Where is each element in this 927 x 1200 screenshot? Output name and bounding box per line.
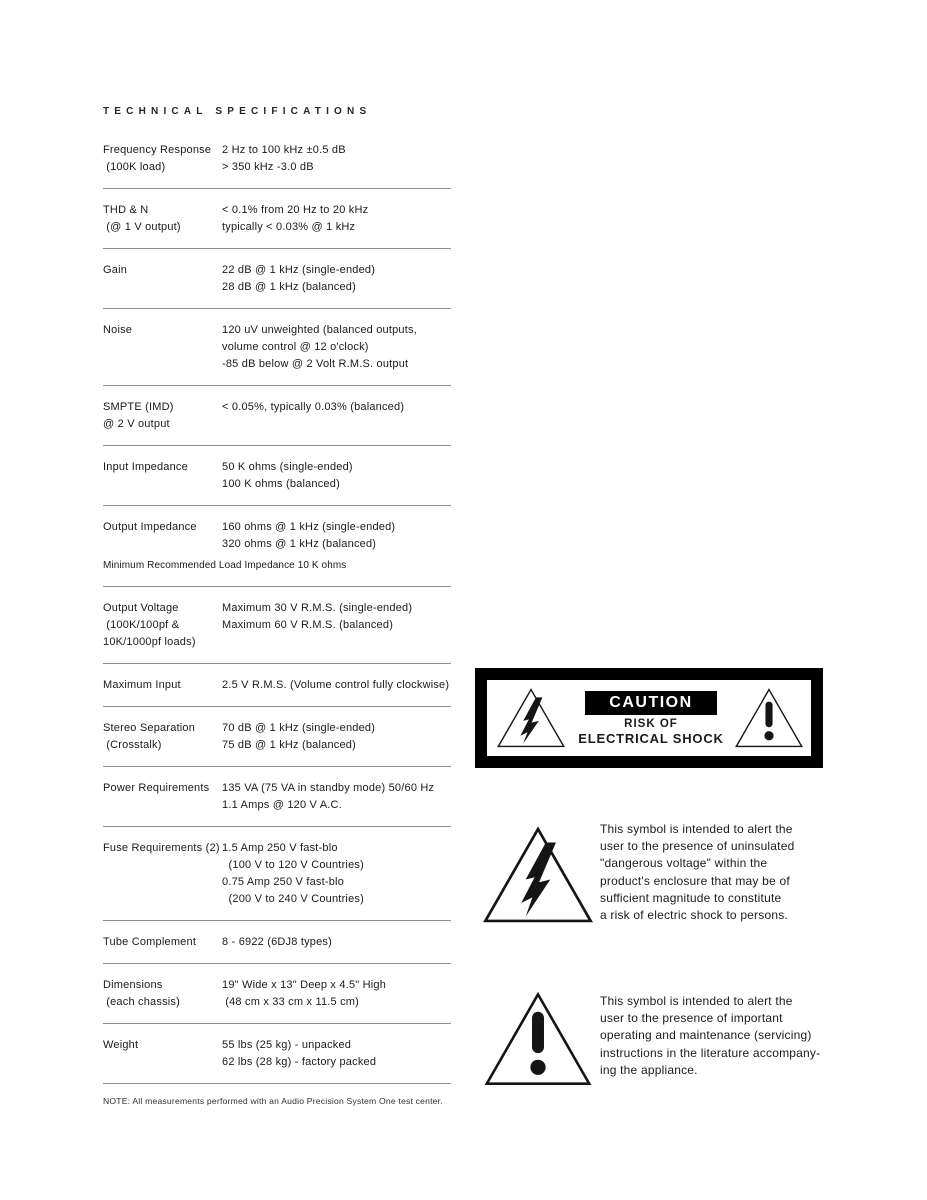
spec-value-line: (100 V to 120 V Countries) [222, 859, 364, 871]
spec-row [103, 129, 451, 188]
spec-label-line: THD & N [103, 204, 149, 216]
spec-value-line: (200 V to 240 V Countries) [222, 893, 364, 905]
warning-text-line: This symbol is intended to alert the [600, 994, 793, 1008]
spec-row-columns [103, 262, 451, 296]
spec-value-line: 28 dB @ 1 kHz (balanced) [222, 281, 356, 293]
spec-value-line: 135 VA (75 VA in standby mode) 50/60 Hz [222, 782, 435, 794]
spec-label [103, 600, 222, 651]
spec-label-line: Tube Complement [103, 936, 197, 948]
spec-value [222, 780, 451, 814]
spec-label-line: (each chassis) [103, 996, 180, 1008]
caution-box-inner [487, 680, 811, 756]
spec-value-line: typically < 0.03% @ 1 kHz [222, 221, 356, 233]
spec-label-line: (100K load) [103, 161, 166, 173]
page-title: TECHNICAL SPECIFICATIONS [103, 106, 372, 117]
caution-text-block [569, 691, 733, 746]
warning-text-line: user to the presence of uninsulated [600, 839, 795, 854]
spec-row [103, 587, 451, 663]
spec-row-columns [103, 840, 451, 908]
warning-text-line: sufficient magnitude to constitute [600, 890, 782, 905]
spec-label-line: SMPTE (IMD) [103, 401, 174, 413]
spec-row-columns [103, 519, 451, 553]
spec-value [222, 519, 451, 553]
spec-value [222, 459, 451, 493]
spec-label-line: Output Voltage [103, 602, 179, 614]
spec-label [103, 1037, 222, 1071]
spec-value-line: (48 cm x 33 cm x 11.5 cm) [222, 996, 360, 1008]
spec-value-line: 320 ohms @ 1 kHz (balanced) [222, 538, 377, 550]
spec-row-columns [103, 202, 451, 236]
spec-footline: Minimum Recommended Load Impedance 10 K ohms [103, 560, 347, 571]
spec-row-columns [103, 600, 451, 651]
spec-label-line: Dimensions [103, 979, 163, 991]
spec-label [103, 459, 222, 493]
spec-value-line: > 350 kHz -3.0 dB [222, 161, 314, 173]
spec-label-line: @ 2 V output [103, 418, 170, 430]
spec-label [103, 934, 222, 951]
spec-value-line: 120 uV unweighted (balanced outputs, [222, 324, 417, 336]
spec-label [103, 519, 222, 553]
spec-label-line: Noise [103, 324, 133, 336]
spec-value-line: 0.75 Amp 250 V fast-blo [222, 876, 345, 888]
separator-rule [103, 1083, 451, 1084]
spec-row-columns [103, 720, 451, 754]
spec-row-columns [103, 1037, 451, 1071]
spec-label-line: Frequency Response [103, 144, 212, 156]
spec-label [103, 977, 222, 1011]
spec-value-line: Maximum 30 V R.M.S. (single-ended) [222, 602, 413, 614]
caution-risk-line2: ELECTRICAL SHOCK [578, 730, 724, 746]
spec-label [103, 780, 222, 814]
spec-label-line: Weight [103, 1039, 139, 1051]
spec-label [103, 322, 222, 373]
warning-text-line: product's enclosure that may be of [600, 873, 790, 888]
spec-table [103, 106, 451, 1106]
spec-value [222, 840, 451, 908]
spec-label-line: (100K/100pf & [103, 619, 180, 631]
spec-value-line: 100 K ohms (balanced) [222, 478, 340, 490]
warning-text-line: "dangerous voltage" within the [600, 856, 768, 871]
spec-value-line: 160 ohms @ 1 kHz (single-ended) [222, 521, 396, 533]
spec-row [103, 309, 451, 385]
caution-title: CAUTION [585, 691, 716, 715]
warning-text-line: This symbol is intended to alert the [600, 822, 793, 836]
spec-value [222, 399, 451, 433]
spec-value-line: < 0.05%, typically 0.03% (balanced) [222, 401, 405, 413]
spec-label [103, 720, 222, 754]
spec-label-line: Maximum Input [103, 679, 181, 691]
spec-row-columns [103, 399, 451, 433]
spec-value-line: 70 dB @ 1 kHz (single-ended) [222, 722, 376, 734]
spec-row [103, 249, 451, 308]
spec-label-line: 10K/1000pf loads) [103, 636, 196, 648]
spec-row-columns [103, 677, 451, 694]
spec-row [103, 506, 451, 586]
warning-text-voltage [600, 821, 850, 924]
spec-value-line: 2 Hz to 100 kHz ±0.5 dB [222, 144, 346, 156]
spec-value [222, 202, 451, 236]
spec-row [103, 386, 451, 445]
spec-label [103, 840, 222, 908]
spec-value-line: -85 dB below @ 2 Volt R.M.S. output [222, 358, 409, 370]
spec-rows [103, 129, 451, 1084]
spec-label [103, 142, 222, 176]
warning-text-line: ing the appliance. [600, 1062, 698, 1077]
spec-row-columns [103, 780, 451, 814]
spec-row-columns [103, 459, 451, 493]
spec-label [103, 399, 222, 433]
exclamation-triangle-icon [733, 686, 805, 750]
caution-box [475, 668, 823, 768]
spec-label-line: Stereo Separation [103, 722, 196, 734]
spec-label [103, 677, 222, 694]
warning-text-line: instructions in the literature accompany- [600, 1045, 821, 1060]
spec-row-columns [103, 322, 451, 373]
spec-value-line: 62 lbs (28 kg) - factory packed [222, 1056, 377, 1068]
spec-value-line: 8 - 6922 (6DJ8 types) [222, 936, 332, 948]
spec-value [222, 677, 451, 694]
spec-value-line: 1.1 Amps @ 120 V A.C. [222, 799, 342, 811]
spec-row [103, 707, 451, 766]
spec-row [103, 964, 451, 1023]
spec-value-line: 50 K ohms (single-ended) [222, 461, 353, 473]
caution-risk-line1: RISK OF [624, 717, 678, 730]
warning-text-line: operating and maintenance (servicing) [600, 1028, 812, 1043]
spec-row [103, 767, 451, 826]
warning-text-line: user to the presence of important [600, 1011, 783, 1026]
spec-row [103, 664, 451, 706]
spec-row-columns [103, 977, 451, 1011]
spec-label-line: Power Requirements [103, 782, 210, 794]
warning-text-instructions [600, 993, 855, 1079]
spec-label-line: Gain [103, 264, 128, 276]
spec-row-columns [103, 142, 451, 176]
spec-value-line: < 0.1% from 20 Hz to 20 kHz [222, 204, 369, 216]
spec-label-line: (Crosstalk) [103, 739, 162, 751]
spec-row [103, 189, 451, 248]
spec-value [222, 977, 451, 1011]
spec-row [103, 921, 451, 963]
spec-value [222, 1037, 451, 1071]
spec-value-line: volume control @ 12 o'clock) [222, 341, 369, 353]
spec-label [103, 202, 222, 236]
spec-label-line: Input Impedance [103, 461, 188, 473]
spec-row [103, 1024, 451, 1083]
spec-value-line: 2.5 V R.M.S. (Volume control fully clockwise) [222, 679, 450, 691]
spec-value [222, 720, 451, 754]
measurement-note: NOTE: All measurements performed with an Audio Precision System One test center. [103, 1096, 443, 1106]
spec-value-line: 1.5 Amp 250 V fast-blo [222, 842, 338, 854]
spec-value-line: 19" Wide x 13" Deep x 4.5" High [222, 979, 387, 991]
spec-label-line: (@ 1 V output) [103, 221, 181, 233]
spec-value [222, 142, 451, 176]
spec-value-line: 75 dB @ 1 kHz (balanced) [222, 739, 356, 751]
spec-label-line: Output Impedance [103, 521, 197, 533]
spec-value [222, 600, 451, 651]
spec-row [103, 446, 451, 505]
lightning-bolt-triangle-icon [482, 824, 594, 926]
spec-value-line: Maximum 60 V R.M.S. (balanced) [222, 619, 394, 631]
spec-label-line: Fuse Requirements (2) [103, 842, 220, 854]
spec-row [103, 827, 451, 920]
spec-value [222, 262, 451, 296]
warning-text-line: a risk of electric shock to persons. [600, 908, 788, 923]
lightning-bolt-triangle-icon [493, 686, 569, 750]
spec-label [103, 262, 222, 296]
spec-value-line: 22 dB @ 1 kHz (single-ended) [222, 264, 376, 276]
spec-value [222, 322, 451, 373]
exclamation-triangle-icon [477, 990, 599, 1088]
spec-value [222, 934, 451, 951]
spec-row-columns [103, 934, 451, 951]
spec-value-line: 55 lbs (25 kg) - unpacked [222, 1039, 352, 1051]
